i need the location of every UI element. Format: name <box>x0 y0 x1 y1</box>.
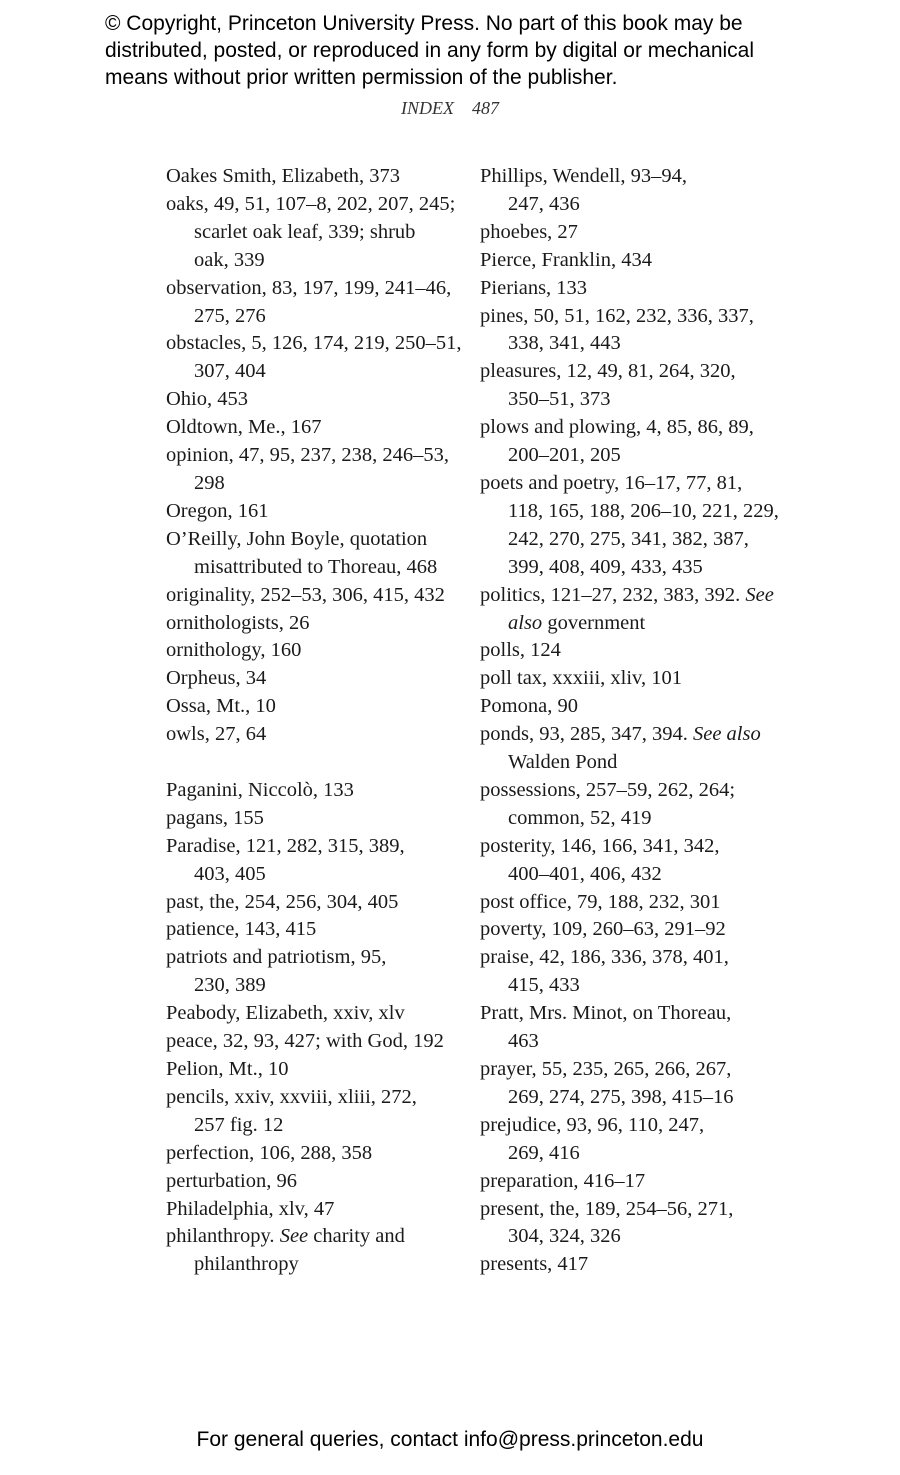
index-entry-line: pleasures, 12, 49, 81, 264, 320, <box>480 360 736 383</box>
index-entry-continuation: philanthropy <box>194 1253 299 1276</box>
index-entry <box>480 1000 780 1056</box>
index-entry <box>166 833 466 889</box>
index-entry-line: Oregon, 161 <box>166 499 269 522</box>
index-column-right <box>480 163 780 1279</box>
index-entry-line: presents, 417 <box>480 1253 589 1276</box>
index-entry-continuation: 463 <box>508 1030 539 1053</box>
index-entry <box>480 1112 780 1168</box>
copyright-line: distributed, posted, or reproduced in any form by digital or mechanical <box>105 39 755 62</box>
index-entry-continuation: misattributed to Thoreau, 468 <box>194 555 438 578</box>
index-entry-continuation: 415, 433 <box>508 974 580 997</box>
index-column-left <box>166 163 466 1279</box>
index-entry <box>480 916 780 944</box>
index-entry <box>480 944 780 1000</box>
index-entry <box>166 163 466 191</box>
copyright-line: means without prior written permission of the publisher. <box>105 66 618 89</box>
index-entry-continuation: 350–51, 373 <box>508 388 611 411</box>
index-entry-line: Pomona, 90 <box>480 695 578 718</box>
index-entry-line: preparation, 416–17 <box>480 1169 646 1192</box>
index-entry-continuation: 307, 404 <box>194 360 266 383</box>
index-entry <box>480 247 780 275</box>
index-entry <box>166 944 466 1000</box>
index-entry-line: Ossa, Mt., 10 <box>166 695 276 718</box>
index-entry-line: plows and plowing, 4, 85, 86, 89, <box>480 416 754 439</box>
index-entry <box>166 1028 466 1056</box>
index-entry-line: Pratt, Mrs. Minot, on Thoreau, <box>480 1002 732 1025</box>
index-entry <box>166 1140 466 1168</box>
index-entry-line: philanthropy. See charity and <box>166 1225 405 1248</box>
index-entry <box>480 582 780 638</box>
index-entry-continuation: 304, 324, 326 <box>508 1225 621 1248</box>
index-entry <box>480 1056 780 1112</box>
copyright-line: © Copyright, Princeton University Press. No part of this book may be <box>105 12 743 35</box>
running-head <box>0 98 900 119</box>
index-entry-line: present, the, 189, 254–56, 271, <box>480 1197 734 1220</box>
index-entry <box>166 1056 466 1084</box>
index-entry <box>480 414 780 470</box>
index-entry <box>480 637 780 665</box>
index-entry-line: ornithologists, 26 <box>166 611 310 634</box>
index-entry-line: ponds, 93, 285, 347, 394. See also <box>480 723 761 746</box>
index-entry-line: polls, 124 <box>480 639 561 662</box>
running-head-section: INDEX <box>401 98 454 118</box>
index-entry-line: patriots and patriotism, 95, <box>166 946 387 969</box>
index-entry-line: prayer, 55, 235, 265, 266, 267, <box>480 1058 732 1080</box>
index-entry-line: perfection, 106, 288, 358 <box>166 1141 373 1164</box>
index-entry-line: pencils, xxiv, xxviii, xliii, 272, <box>166 1085 417 1108</box>
index-entry-line: originality, 252–53, 306, 415, 432 <box>166 583 445 606</box>
index-entry <box>480 470 780 582</box>
index-entry <box>166 498 466 526</box>
index-entry <box>480 358 780 414</box>
index-entry <box>480 721 780 777</box>
index-entry-line: Orpheus, 34 <box>166 667 267 690</box>
index-entry <box>166 526 466 582</box>
index-entry-continuation: 269, 416 <box>508 1141 580 1164</box>
index-entry <box>480 665 780 693</box>
index-entry <box>166 721 466 749</box>
index-entry-continuation: 200–201, 205 <box>508 444 621 467</box>
index-entry-line: poll tax, xxxiii, xliv, 101 <box>480 667 682 690</box>
index-entry <box>166 386 466 414</box>
index-entry-line: patience, 143, 415 <box>166 918 317 941</box>
index-entry-line: past, the, 254, 256, 304, 405 <box>166 890 399 913</box>
index-entry-line: Pierce, Franklin, 434 <box>480 248 652 271</box>
index-entry <box>166 805 466 833</box>
index-entry-line: Peabody, Elizabeth, xxiv, xlv <box>166 1002 405 1025</box>
index-entry-continuation: 400–401, 406, 432 <box>508 862 662 885</box>
index-entry <box>480 219 780 247</box>
index-entry-line: Paradise, 121, 282, 315, 389, <box>166 834 405 857</box>
index-entry <box>480 1251 780 1279</box>
index-entry <box>166 610 466 638</box>
index-entry <box>166 693 466 721</box>
index-entry-line: pagans, 155 <box>166 806 264 829</box>
index-entry-continuation: 242, 270, 275, 341, 382, 387, <box>508 527 749 550</box>
index-entry <box>166 889 466 917</box>
index-entry-continuation: 247, 436 <box>508 192 580 215</box>
index-entry-line: Oakes Smith, Elizabeth, 373 <box>166 165 400 187</box>
index-entry-line: opinion, 47, 95, 237, 238, 246–53, <box>166 444 450 467</box>
index-entry <box>166 665 466 693</box>
index-entry-line: Pelion, Mt., 10 <box>166 1057 289 1080</box>
index-entry-line: pines, 50, 51, 162, 232, 336, 337, <box>480 304 754 327</box>
index-entry-line: observation, 83, 197, 199, 241–46, <box>166 276 452 299</box>
index-entry <box>166 582 466 610</box>
index-entry <box>166 442 466 498</box>
index-entry-continuation: 338, 341, 443 <box>508 332 621 355</box>
index-entry <box>166 1223 466 1279</box>
index-entry-line: politics, 121–27, 232, 383, 392. See <box>480 583 774 606</box>
index-entry <box>480 275 780 303</box>
index-entry <box>166 414 466 442</box>
index-entry-line: Oldtown, Me., 167 <box>166 416 322 439</box>
index-entry <box>480 777 780 833</box>
index-entry <box>166 1168 466 1196</box>
index-entry-continuation: 230, 389 <box>194 974 266 997</box>
index-entry-continuation: also government <box>508 611 646 634</box>
index-entry-line: Philadelphia, xlv, 47 <box>166 1197 335 1220</box>
index-entry <box>480 889 780 917</box>
index-entry-line: praise, 42, 186, 336, 378, 401, <box>480 946 729 969</box>
index-entry-continuation: 118, 165, 188, 206–10, 221, 229, <box>508 499 779 522</box>
copyright-notice <box>105 10 825 91</box>
index-entry <box>480 1168 780 1196</box>
index-entry <box>166 191 466 275</box>
footer-contact: For general queries, contact info@press.princeton.edu <box>196 1428 704 1451</box>
index-entry-line: ornithology, 160 <box>166 639 302 662</box>
index-entry-line: prejudice, 93, 96, 110, 247, <box>480 1113 705 1136</box>
index-entry <box>166 1000 466 1028</box>
index-entry-continuation: 403, 405 <box>194 862 266 885</box>
index-entry-continuation: 298 <box>194 471 225 494</box>
index-entry-line: peace, 32, 93, 427; with God, 192 <box>166 1030 444 1053</box>
index-entry-line: owls, 27, 64 <box>166 723 267 746</box>
index-entry-line: O’Reilly, John Boyle, quotation <box>166 527 428 550</box>
index-entry-line: Pierians, 133 <box>480 276 588 299</box>
index-entry <box>166 1084 466 1140</box>
index-entry-line: Phillips, Wendell, 93–94, <box>480 165 687 187</box>
index-entry-line: oaks, 49, 51, 107–8, 202, 207, 245; <box>166 192 456 215</box>
index-entry-line: Ohio, 453 <box>166 388 248 411</box>
index-entry-line: obstacles, 5, 126, 174, 219, 250–51, <box>166 332 462 355</box>
index-entry <box>166 1196 466 1224</box>
index-entry-continuation: scarlet oak leaf, 339; shrub <box>194 220 416 243</box>
index-entry <box>480 303 780 359</box>
index-entry <box>166 777 466 805</box>
index-entry <box>480 833 780 889</box>
index-entry <box>480 693 780 721</box>
index-entry <box>166 916 466 944</box>
index-entry <box>166 330 466 386</box>
index-entry-line: poverty, 109, 260–63, 291–92 <box>480 918 726 941</box>
index-entry-continuation: common, 52, 419 <box>508 806 652 829</box>
index-entry <box>166 275 466 331</box>
index-entry-line: possessions, 257–59, 262, 264; <box>480 778 736 801</box>
index-entry-line: Paganini, Niccolò, 133 <box>166 778 354 801</box>
index-entry-line: post office, 79, 188, 232, 301 <box>480 890 721 913</box>
index-entry-continuation: oak, 339 <box>194 248 265 271</box>
index-entry-continuation: 269, 274, 275, 398, 415–16 <box>508 1085 734 1108</box>
page-number: 487 <box>472 98 499 118</box>
index-entry-line: phoebes, 27 <box>480 220 578 243</box>
index-entry-continuation: 399, 408, 409, 433, 435 <box>508 555 703 578</box>
index-entry-line: posterity, 146, 166, 341, 342, <box>480 834 720 857</box>
index-entry <box>480 1196 780 1252</box>
index-entry <box>166 637 466 665</box>
index-entry-line: perturbation, 96 <box>166 1169 297 1192</box>
index-entry-continuation: Walden Pond <box>508 751 618 774</box>
index-entry-continuation: 275, 276 <box>194 304 266 327</box>
index-entry <box>480 163 780 219</box>
index-entry-continuation: 257 fig. 12 <box>194 1113 284 1136</box>
index-entry-line: poets and poetry, 16–17, 77, 81, <box>480 471 743 494</box>
